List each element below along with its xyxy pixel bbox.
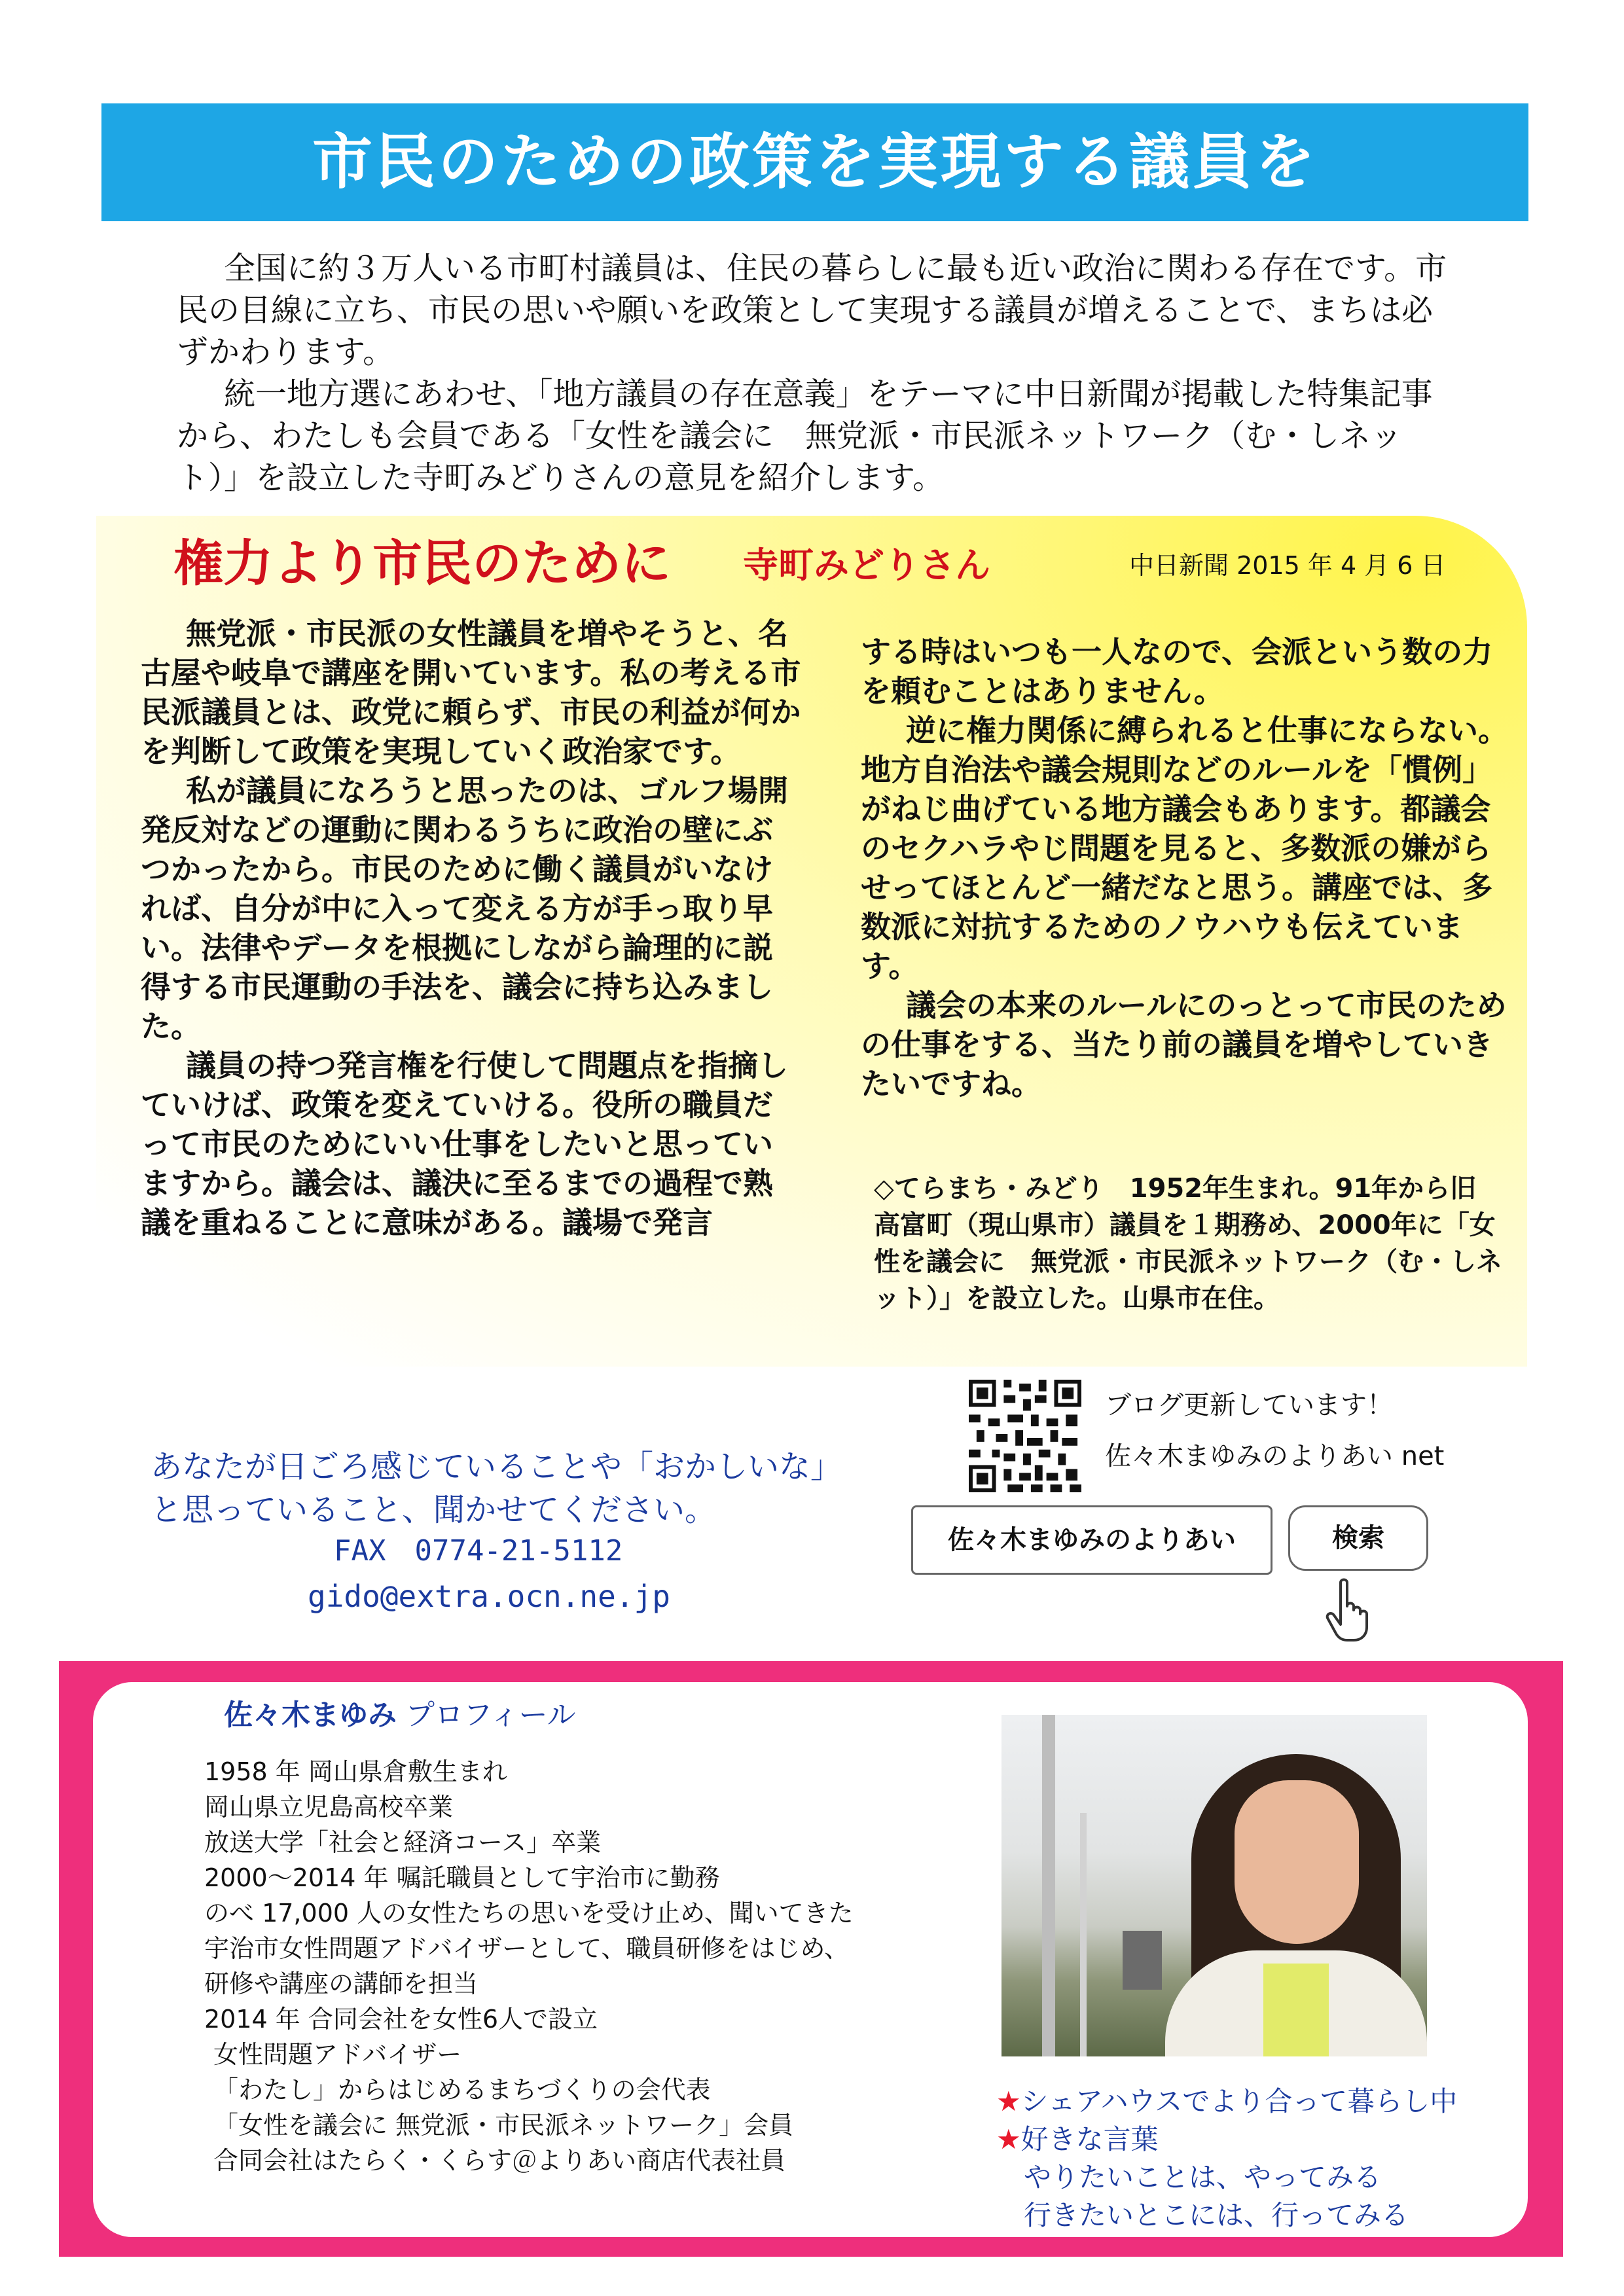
author-bio: ◇てらまち・みどり 1952年生まれ。91年から旧高富町（現山県市）議員を１期務め、2000年に「女性を議会に 無党派・市民派ネットワーク（む・しネット）」を設立した。山県市在住。	[874, 1174, 1502, 1314]
contact-email[interactable]: gido@extra.ocn.ne.jp	[308, 1579, 670, 1614]
list-item: 2014 年 合同会社を女性6人で設立	[204, 2005, 598, 2034]
favorite-quote-2: 行きたいとこには、行ってみる	[1024, 2199, 1409, 2231]
list-item: 岡山県立児島高校卒業	[204, 1793, 454, 1821]
article-author: 寺町みどりさん	[743, 545, 990, 586]
search-button[interactable]: 検索	[1288, 1505, 1428, 1571]
article-column-left	[141, 614, 802, 1242]
article-paragraph: 逆に権力関係に縛られると仕事にならない。地方自治法や議会規則などのルールを「慣例」がねじ曲げている地方議会もあります。都議会のセクハラやじ問題を見ると、多数派の嫌がらせってほとんど一緒だなと思う。講座では、多数派に対抗するためのノウハウも伝えています。	[861, 713, 1508, 984]
list-item: 2000～2014 年 嘱託職員として宇治市に勤務	[204, 1863, 720, 1892]
list-item: 「女性を議会に 無党派・市民派ネットワーク」会員	[213, 2111, 794, 2140]
article-paragraph: 私が議員になろうと思ったのは、ゴルフ場開発反対などの運動に関わるうちに政治の壁にぶつかったから。市民のために働く議員がいなければ、自分が中に入って変える方が手っ取り早い。法律やデータを根拠にしながら論理的に説得する市民運動の手法を、議会に持ち込みました。	[141, 773, 788, 1044]
list-item: 1958 年 岡山県倉敷生まれ	[204, 1757, 507, 1786]
profile-photo	[1001, 1715, 1427, 2056]
list-item: 放送大学「社会と経済コース」卒業	[204, 1828, 602, 1857]
profile-list	[204, 1754, 990, 2178]
page-title: 市民のための政策を実現する議員を	[312, 127, 1318, 197]
list-item: 女性問題アドバイザー	[213, 2040, 462, 2069]
article-paragraph: 議員の持つ発言権を行使して問題点を指摘していけば、政策を変えていける。役所の職員だって市民のためにいい仕事をしたいと思っていますから。議会は、議決に至るまでの過程で熟議を重ねることに意味がある。議場で発言	[141, 1048, 788, 1240]
list-item: 合同会社はたらく・くらす＠よりあい商店代表社員	[213, 2146, 786, 2175]
blog-name-text: 佐々木まゆみのよりあい net	[1105, 1441, 1445, 1471]
profile-label: プロフィール	[406, 1698, 576, 1732]
intro-paragraph-1: 全国に約３万人いる市町村議員は、住民の暮らしに最も近い政治に関わる存在です。市民の目線に立ち、市民の思いや願いを政策として実現する議員が増えることで、まちは必ずかわります。	[177, 250, 1447, 370]
profile-section	[59, 1661, 1563, 2257]
article-column-right	[861, 632, 1515, 1103]
favorite-quote-1: やりたいことは、やってみる	[1024, 2161, 1382, 2193]
pointer-hand-icon	[1322, 1577, 1375, 1643]
profile-card	[93, 1682, 1528, 2237]
article-paragraph: する時はいつも一人なので、会派という数の力を頼むことはありません。	[861, 634, 1493, 709]
star-icon: ★	[996, 2085, 1021, 2117]
article-source: 中日新聞 2015 年 4 月 6 日	[1129, 551, 1446, 580]
likes-item-1: ★シェアハウスでより合って暮らし中	[996, 2085, 1458, 2117]
qr-code-icon[interactable]	[969, 1380, 1081, 1492]
header-banner	[101, 103, 1528, 221]
article-paragraph: 無党派・市民派の女性議員を増やそうと、名古屋や岐阜で講座を開いています。私の考える市民派議員とは、政党に頼らず、市民の利益が何かを判断して政策を実現していく政治家です。	[141, 616, 801, 769]
profile-likes	[996, 2083, 1494, 2234]
star-icon: ★	[996, 2123, 1021, 2155]
search-input[interactable]: 佐々木まゆみのよりあい	[911, 1505, 1272, 1575]
list-item: 宇治市女性問題アドバイザーとして、職員研修をはじめ、	[204, 1934, 849, 1963]
contact-fax: FAX 0774-21-5112	[334, 1534, 623, 1568]
intro-text	[177, 247, 1460, 499]
intro-paragraph-2: 統一地方選にあわせ、「地方議員の存在意義」をテーマに中日新聞が掲載した特集記事から、わたしも会員である「女性を議会に 無党派・市民派ネットワーク（む・しネット）」を設立した寺町みどりさんの意見を紹介します。	[177, 376, 1433, 496]
profile-name: 佐々木まゆみ	[224, 1698, 397, 1732]
blog-update-text: ブログ更新しています！	[1105, 1390, 1393, 1420]
list-item: 研修や講座の講師を担当	[204, 1969, 478, 1998]
contact-message: あなたが日ごろ感じていることや「おかしいな」と思っていること、聞かせてください。	[151, 1448, 842, 1528]
article-panel	[96, 516, 1527, 1367]
article-paragraph: 議会の本来のルールにのっとって市民のための仕事をする、当たり前の議員を増やしていきたいですね。	[861, 988, 1507, 1102]
list-item: のべ 17,000 人の女性たちの思いを受け止め、聞いてきた	[204, 1899, 854, 1928]
profile-heading	[224, 1694, 576, 1737]
list-item: 「わたし」からはじめるまちづくりの会代表	[213, 2075, 711, 2104]
article-title: 権力より市民のために	[173, 534, 671, 592]
likes-item-2: ★好きな言葉	[996, 2123, 1159, 2155]
